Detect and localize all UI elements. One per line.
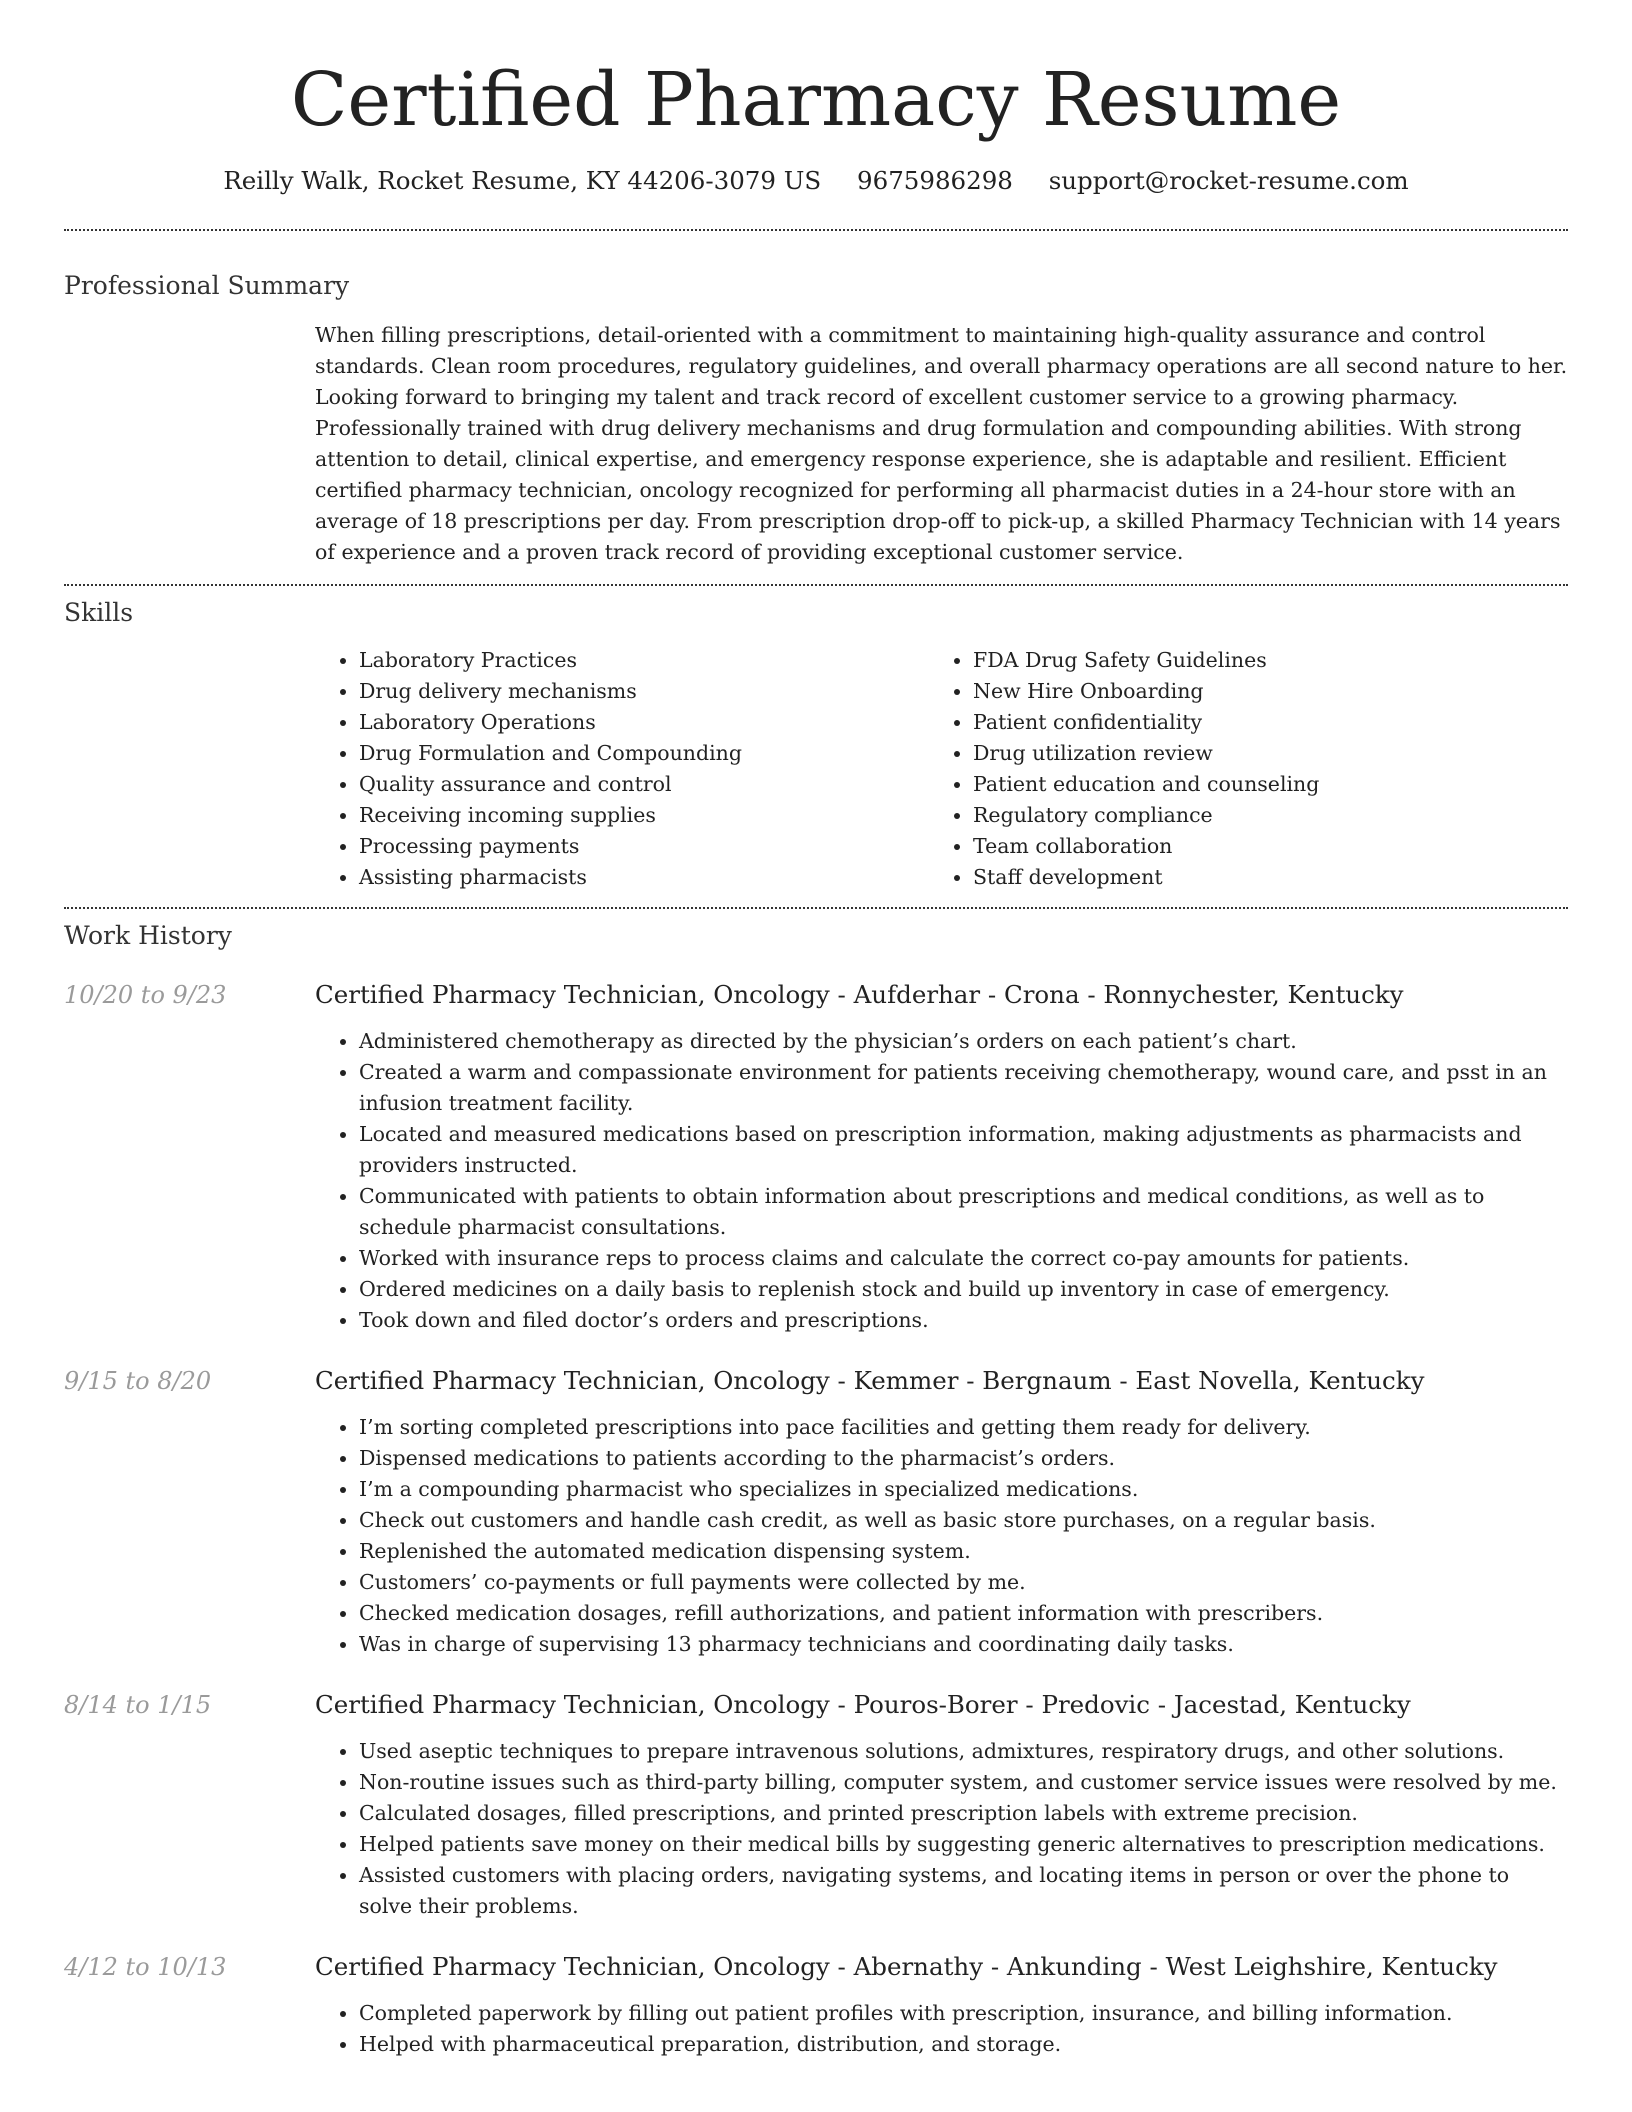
job-heading: Certified Pharmacy Technician, Oncology - Kemmer - Bergnaum - East Novella, Kentucky <box>315 1366 1425 1395</box>
contact-address: Reilly Walk, Rocket Resume, KY 44206-3079 US <box>223 166 822 195</box>
job-body <box>315 1364 1568 1660</box>
job-bullet: • Communicated with patients to obtain information about prescriptions and medical conditions, as well as to schedule pharmacist consultations. <box>359 1181 1568 1243</box>
job-heading: Certified Pharmacy Technician, Oncology - Abernathy - Ankunding - West Leighshire, Kentucky <box>315 1952 1498 1981</box>
skill-item: • Drug Formulation and Compounding <box>359 738 929 769</box>
skill-item: • Staff development <box>973 862 1543 893</box>
skill-item: • New Hire Onboarding <box>973 676 1543 707</box>
skills-columns <box>315 645 1568 907</box>
job-bullet-list <box>315 1736 1568 1922</box>
contact-line <box>64 166 1568 195</box>
job-date: 4/12 to 10/13 <box>64 1953 227 1981</box>
skill-item: • Laboratory Practices <box>359 645 929 676</box>
skill-item: • Team collaboration <box>973 831 1543 862</box>
resume-page <box>64 0 1568 2060</box>
job-bullet: • Dispensed medications to patients according to the pharmacist’s orders. <box>359 1443 1568 1474</box>
skill-item: • FDA Drug Safety Guidelines <box>973 645 1543 676</box>
job-bullet: • Checked medication dosages, refill authorizations, and patient information with prescribers. <box>359 1598 1568 1629</box>
job-bullet: • Non-routine issues such as third-party billing, computer system, and customer service issues were resolved by me. <box>359 1767 1568 1798</box>
job-date: 9/15 to 8/20 <box>64 1367 212 1395</box>
job-bullet: • Was in charge of supervising 13 pharmacy technicians and coordinating daily tasks. <box>359 1629 1568 1660</box>
skill-item: • Regulatory compliance <box>973 800 1543 831</box>
contact-phone: 9675986298 <box>857 166 1013 195</box>
skills-section <box>64 598 1568 907</box>
job-bullet: • Replenished the automated medication dispensing system. <box>359 1536 1568 1567</box>
skills-list-right <box>929 645 1543 893</box>
summary-text: When filling prescriptions, detail-oriented with a commitment to maintaining high-quality assurance and control standards. Clean room procedures, regulatory guidelines, and overall pharmacy operations are all second nature to her. Looking forward to bringing my talent and track record of excellent customer service to a growing pharmacy. Professionally trained with drug delivery mechanisms and drug formulation and compounding abilities. With strong attention to detail, clinical expertise, and emergency response experience, she is adaptable and resilient. Efficient certified pharmacy technician, oncology recognized for performing all pharmacist duties in a 24-hour store with an average of 18 prescriptions per day. From prescription drop-off to pick-up, a skilled Pharmacy Technician with 14 years of experience and a proven track record of providing exceptional customer service. <box>315 323 1568 564</box>
job-bullet: • Administered chemotherapy as directed by the physician’s orders on each patient’s chart. <box>359 1026 1568 1057</box>
skill-item: • Processing payments <box>359 831 929 862</box>
job-bullet: • I’m a compounding pharmacist who specializes in specialized medications. <box>359 1474 1568 1505</box>
job-bullet: • Helped with pharmaceutical preparation, distribution, and storage. <box>359 2029 1568 2060</box>
skill-item: • Drug delivery mechanisms <box>359 676 929 707</box>
professional-summary-section <box>64 271 1568 584</box>
job-body <box>315 978 1568 1336</box>
contact-email: support@rocket-resume.com <box>1048 166 1409 195</box>
skill-item: • Patient education and counseling <box>973 769 1543 800</box>
job-body <box>315 1688 1568 1922</box>
job-bullet: • Took down and filed doctor’s orders and prescriptions. <box>359 1305 1568 1336</box>
job-bullet: • I’m sorting completed prescriptions into pace facilities and getting them ready for delivery. <box>359 1412 1568 1443</box>
job-heading: Certified Pharmacy Technician, Oncology - Aufderhar - Crona - Ronnychester, Kentucky <box>315 980 1404 1009</box>
work-history-section <box>64 921 1568 2060</box>
job-entry <box>64 1688 1568 1922</box>
skill-item: • Quality assurance and control <box>359 769 929 800</box>
job-bullet: • Check out customers and handle cash credit, as well as basic store purchases, on a regular basis. <box>359 1505 1568 1536</box>
skill-item: • Laboratory Operations <box>359 707 929 738</box>
job-bullet: • Helped patients save money on their medical bills by suggesting generic alternatives to prescription medications. <box>359 1829 1568 1860</box>
section-title-work-history: Work History <box>64 921 232 950</box>
job-bullet: • Completed paperwork by filling out patient profiles with prescription, insurance, and billing information. <box>359 1998 1568 2029</box>
skill-item: • Drug utilization review <box>973 738 1543 769</box>
job-entry <box>64 1950 1568 2060</box>
job-bullet-list <box>315 1412 1568 1660</box>
job-bullet-list <box>315 1998 1568 2060</box>
skills-list-left <box>315 645 929 893</box>
resume-title: Certified Pharmacy Resume <box>290 57 1342 143</box>
skill-item: • Receiving incoming supplies <box>359 800 929 831</box>
job-bullet: • Customers’ co-payments or full payments were collected by me. <box>359 1567 1568 1598</box>
job-bullet: • Calculated dosages, filled prescriptions, and printed prescription labels with extreme precision. <box>359 1798 1568 1829</box>
job-entry <box>64 1364 1568 1660</box>
job-date: 10/20 to 9/23 <box>64 981 227 1009</box>
section-divider <box>64 907 1568 909</box>
skill-item: • Patient confidentiality <box>973 707 1543 738</box>
job-heading: Certified Pharmacy Technician, Oncology - Pouros-Borer - Predovic - Jacestad, Kentucky <box>315 1690 1411 1719</box>
section-divider <box>64 229 1568 231</box>
job-bullet-list <box>315 1026 1568 1336</box>
section-divider <box>64 584 1568 586</box>
job-bullet: • Assisted customers with placing orders, navigating systems, and locating items in person or over the phone to solve their problems. <box>359 1860 1568 1922</box>
job-bullet: • Located and measured medications based on prescription information, making adjustments as pharmacists and providers instructed. <box>359 1119 1568 1181</box>
job-body <box>315 1950 1568 2060</box>
job-bullet: • Ordered medicines on a daily basis to replenish stock and build up inventory in case of emergency. <box>359 1274 1568 1305</box>
job-date: 8/14 to 1/15 <box>64 1691 212 1719</box>
job-bullet: • Created a warm and compassionate environment for patients receiving chemotherapy, wound care, and psst in an infusion treatment facility. <box>359 1057 1568 1119</box>
section-title-skills: Skills <box>64 598 134 627</box>
job-bullet: • Worked with insurance reps to process claims and calculate the correct co-pay amounts for patients. <box>359 1243 1568 1274</box>
section-title-summary: Professional Summary <box>64 271 350 300</box>
job-bullet: • Used aseptic techniques to prepare intravenous solutions, admixtures, respiratory drugs, and other solutions. <box>359 1736 1568 1767</box>
job-entry <box>64 978 1568 1336</box>
skill-item: • Assisting pharmacists <box>359 862 929 893</box>
